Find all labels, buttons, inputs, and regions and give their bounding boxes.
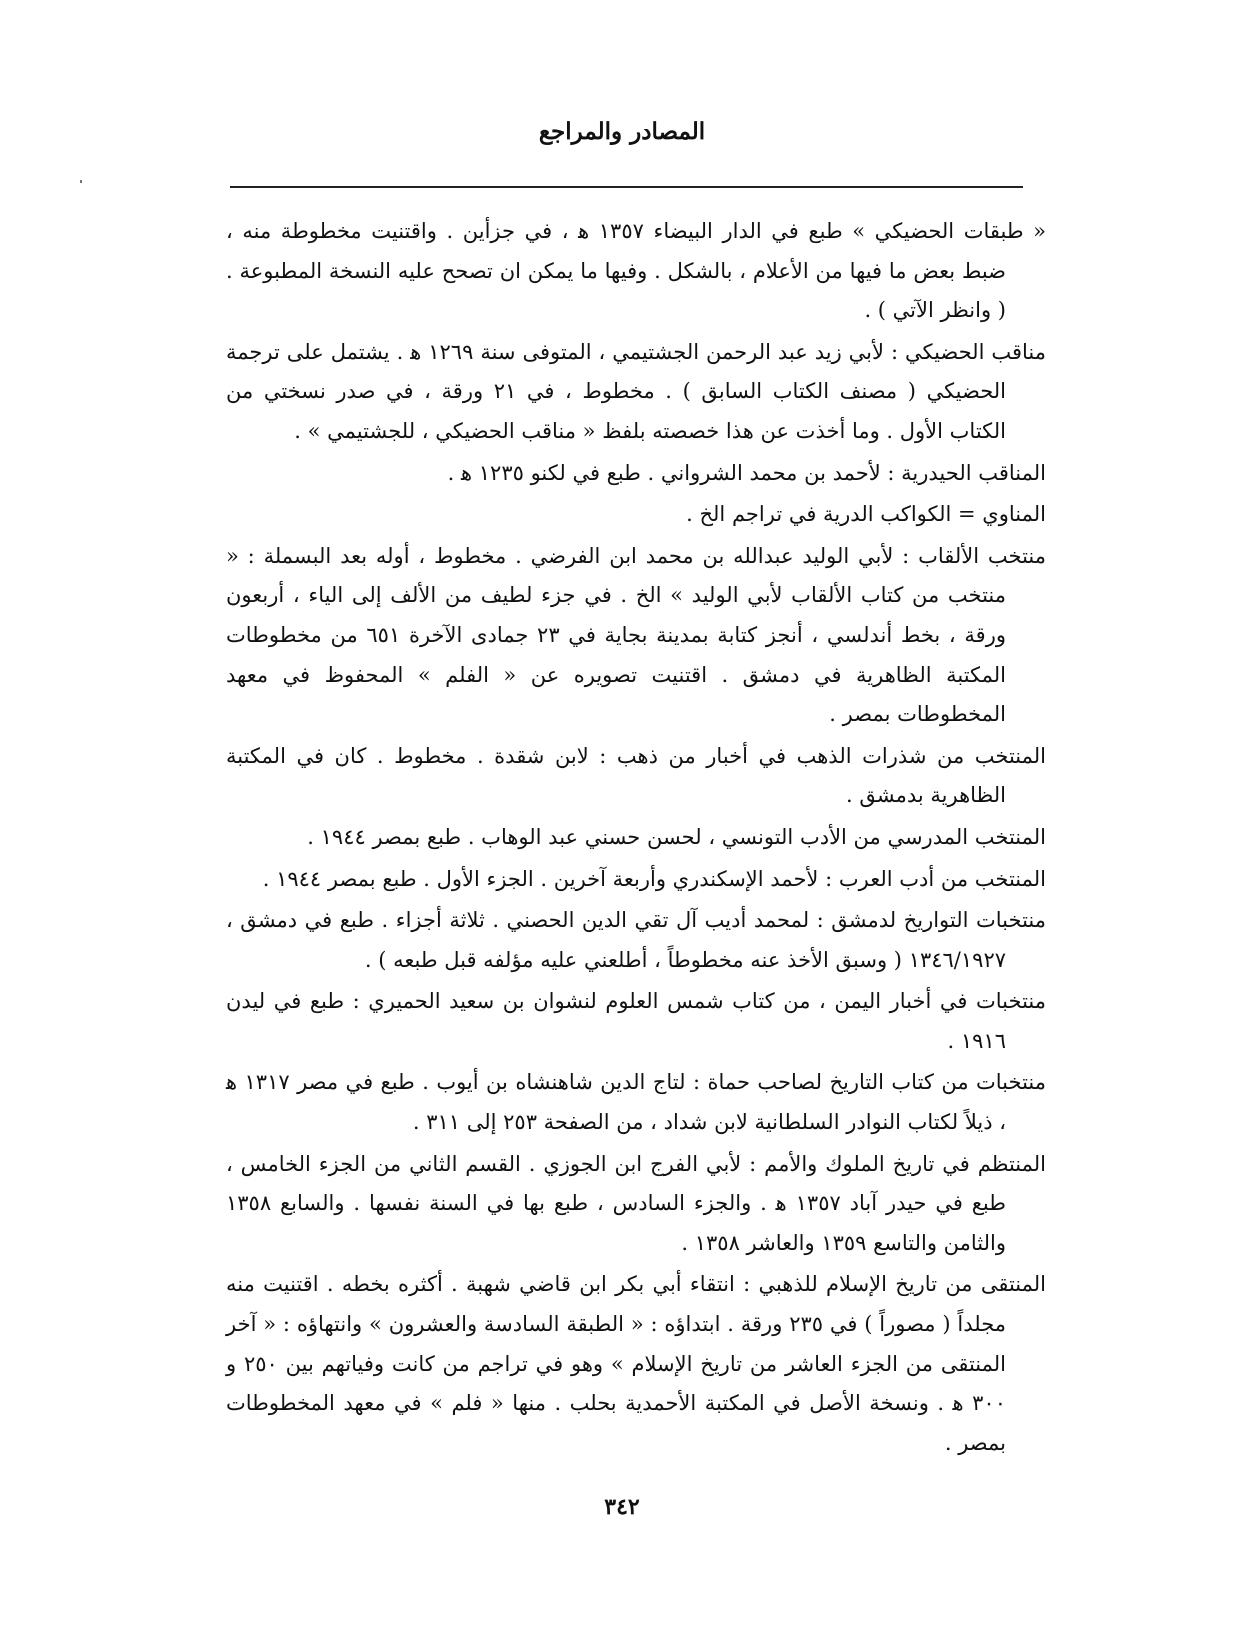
bibliography-entry: « طبقات الحضيكي » طبع في الدار البيضاء ١٣٥٧ ﻫ ، في جزأين . واقتنيت مخطوطة منه ، ضبط بعض ما فيها من الأعلام ، بالشكل . وفيها ما يمكن ان تصحح عليه النسخة المطبوعة . ( وانظر الآتي ) .: [226, 219, 1046, 323]
running-title: المصادر والمراجع: [538, 118, 706, 145]
bibliography-list: [226, 212, 1046, 1465]
bibliography-entry: المناوي = الكواكب الدرية في تراجم الخ .: [686, 502, 1046, 527]
bibliography-entry: منتخب الألقاب : لأبي الوليد عبدالله بن محمد ابن الفرضي . مخطوط ، أوله بعد البسملة : « منتخب من كتاب الألقاب لأبي الوليد » الخ . في جزء لطيف من الألف إلى الياء ، أربعون ورقة ، بخط أندلسي ، أنجز كتابة بمدينة بجاية في ٢٣ جمادى الآخرة ٦٥١ من مخطوطات المكتبة الظاهرية في دمشق . اقتنيت تصويره عن « الفلم » المحفوظ في معهد المخطوطات بمصر .: [226, 543, 1046, 727]
bibliography-entry: منتخبات من كتاب التاريخ لصاحب حماة : لتاج الدين شاهنشاه بن أيوب . طبع في مصر ١٣١٧ ﻫ ، ذيلاً لكتاب النوادر السلطانية لابن شداد ، من الصفحة ٢٥٣ إلى ٣١١ .: [226, 1070, 1046, 1135]
bibliography-entry: مناقب الحضيكي : لأبي زيد عبد الرحمن الجشتيمي ، المتوفى سنة ١٢٦٩ ﻫ . يشتمل على ترجمة الحضيكي ( مصنف الكتاب السابق ) . مخطوط ، في ٢١ ورقة ، في صدر نسختي من الكتاب الأول . وما أخذت عن هذا خصصته بلفظ « مناقب الحضيكي ، للجشتيمي » .: [226, 339, 1046, 443]
bibliography-entry: منتخبات في أخبار اليمن ، من كتاب شمس العلوم لنشوان بن سعيد الحميري : طبع في ليدن ١٩١٦ .: [226, 989, 1046, 1053]
scan-speck: [80, 180, 82, 183]
bibliography-entry: المناقب الحيدرية : لأحمد بن محمد الشرواني . طبع في لكنو ١٢٣٥ ﻫ .: [447, 460, 1046, 485]
bibliography-entry: المنتقى من تاريخ الإسلام للذهبي : انتقاء أبي بكر ابن قاضي شهبة . أكثره بخطه . اقتنيت منه مجلداً ( مصوراً ) في ٢٣٥ ورقة . ابتداؤه : « الطبقة السادسة والعشرون » وانتهاؤه : « آخر المنتقى من الجزء العاشر من تاريخ الإسلام » وهو في تراجم من كانت وفياتهم بين ٢٥٠ و ٣٠٠ ﻫ . ونسخة الأصل في المكتبة الأحمدية بحلب . منها « فلم » في معهد المخطوطات بمصر .: [226, 1272, 1046, 1455]
bibliography-entry: المنتظم في تاريخ الملوك والأمم : لأبي الفرج ابن الجوزي . القسم الثاني من الجزء الخامس ، طبع في حيدر آباد ١٣٥٧ ﻫ . والجزء السادس ، طبع بها في السنة نفسها . والسابع ١٣٥٨ والثامن والتاسع ١٣٥٩ والعاشر ١٣٥٨ .: [226, 1151, 1046, 1255]
bibliography-entry: المنتخب من شذرات الذهب في أخبار من ذهب : لابن شقدة . مخطوط . كان في المكتبة الظاهرية بدمشق .: [226, 743, 1046, 808]
page-number: ٣٤٢: [604, 1494, 640, 1520]
header-rule: [230, 186, 1023, 188]
bibliography-entry: منتخبات التواريخ لدمشق : لمحمد أديب آل تقي الدين الحصني . ثلاثة أجزاء . طبع في دمشق ، ١٣٤٦/١٩٢٧ ( وسبق الأخذ عنه مخطوطاً ، أطلعني عليه مؤلفه قبل طبعه ) .: [226, 908, 1046, 972]
bibliography-entry: المنتخب المدرسي من الأدب التونسي ، لحسن حسني عبد الوهاب . طبع بمصر ١٩٤٤ .: [307, 824, 1046, 849]
bibliography-entry: المنتخب من أدب العرب : لأحمد الإسكندري وأربعة آخرين . الجزء الأول . طبع بمصر ١٩٤٤ .: [262, 866, 1046, 891]
